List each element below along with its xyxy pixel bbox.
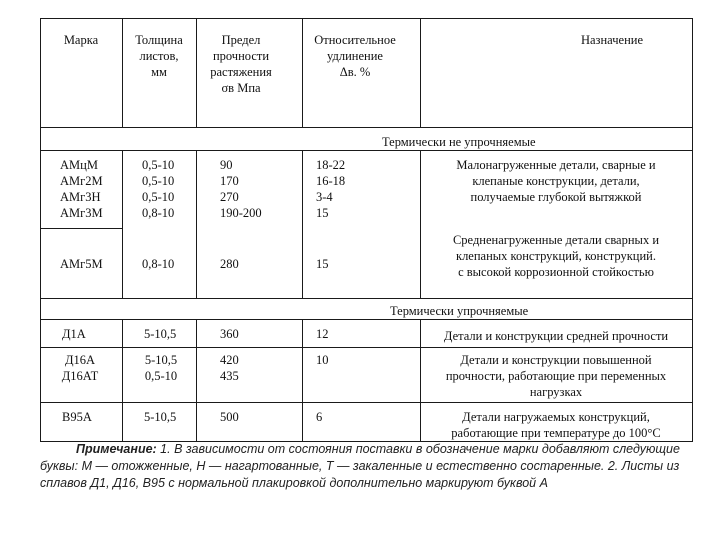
elongation-cell: 15 [316, 257, 329, 271]
purpose-line: Детали и конструкции повышенной [460, 353, 652, 367]
grade-cell: Д16А [64, 353, 96, 367]
elongation-cell: 15 [316, 206, 329, 220]
purpose-line: Малонагруженные детали, сварные и [456, 158, 656, 172]
thickness-cell: 0,5-10 [142, 190, 175, 204]
purpose-line: с высокой коррозионной стойкостью [458, 265, 654, 279]
col-divider-3 [302, 319, 303, 442]
table-row-5-thickness [144, 409, 176, 425]
header-strength-line: растяжения [210, 65, 272, 79]
header-strength-line: σв Мпа [221, 81, 261, 95]
col-divider-4 [420, 319, 421, 442]
footnote [40, 441, 712, 492]
table-right-border [692, 18, 693, 442]
thickness-cell: 0,5-10 [144, 369, 178, 383]
elongation-cell: 12 [316, 327, 329, 341]
table-row-4-purpose [424, 352, 688, 400]
footnote-label: Примечание: [76, 442, 157, 456]
purpose-line: Средненагруженные детали сварных и [452, 233, 660, 247]
header-grade [40, 32, 122, 48]
purpose-line: получаемые глубокой вытяжкой [470, 190, 642, 204]
table-row-5-grades [62, 409, 92, 425]
table-row-2-grades [60, 256, 103, 272]
table-row-4-thickness [124, 352, 198, 384]
footnote-text: 1. В зависимости от состояния поставки в обозначение марки добавляют следующие буквы: М — отожженные, Н — нагартованные, Т — закаленные и естественно состаренные. 2. Листы из сплавов Д1, Д16, В95 с нормальной плакировкой дополнительно маркируют буквой А [40, 442, 680, 490]
grade-cell: АМг3М [60, 206, 103, 220]
table-row-1-strength [220, 157, 262, 221]
purpose-line: нагрузках [529, 385, 583, 399]
col-divider-4 [420, 150, 421, 299]
header-grade-text: Марка [63, 33, 99, 47]
table-row-3-thickness [144, 326, 176, 342]
table-row-3-strength [220, 326, 239, 342]
table-row-3-purpose [424, 328, 688, 344]
strength-cell: 190-200 [220, 206, 262, 220]
purpose-line: Детали и конструкции средней прочности [443, 329, 669, 343]
section1-bottom-border [40, 150, 693, 151]
section-title-non-hardened: Термически не упрочняемые [382, 135, 536, 149]
row1-bottom-border [40, 228, 122, 229]
table-row-4-grades [42, 352, 118, 384]
header-elongation-line: Δв. % [339, 65, 371, 79]
col-divider-2 [196, 150, 197, 299]
strength-cell: 500 [220, 410, 239, 424]
elongation-cell: 3-4 [316, 190, 333, 204]
row4-bottom-border [40, 402, 693, 403]
table-row-1-elongation [316, 157, 345, 221]
thickness-cell: 5-10,5 [144, 410, 177, 424]
col-divider-4 [420, 18, 421, 128]
row2-bottom-border [40, 298, 693, 299]
header-thickness-line: Толщина [135, 33, 183, 47]
table-row-1-purpose [424, 157, 688, 205]
thickness-cell: 0,8-10 [142, 206, 175, 220]
strength-cell: 90 [220, 158, 233, 172]
purpose-line: работающие при температуре до 100°С [451, 426, 661, 440]
header-strength-line: прочности [212, 49, 270, 63]
table-top-border [40, 18, 693, 19]
table-row-5-elongation [316, 409, 322, 425]
header-thickness-line: листов, [139, 49, 179, 63]
thickness-cell: 5-10,5 [144, 327, 177, 341]
elongation-cell: 6 [316, 410, 323, 424]
header-purpose [540, 32, 684, 48]
table-row-4-strength [220, 352, 239, 384]
thickness-cell: 0,5-10 [142, 158, 175, 172]
grade-cell: АМг2М [60, 174, 103, 188]
table-left-border [40, 18, 41, 442]
header-elongation-line: Относительное [314, 33, 396, 47]
purpose-line: клепаных конструкций, конструкций. [456, 249, 656, 263]
thickness-cell: 0,5-10 [142, 174, 175, 188]
header-strength [196, 32, 286, 96]
strength-cell: 360 [220, 327, 239, 341]
table-row-3-elongation [316, 326, 329, 342]
section2-bottom-border [40, 319, 693, 320]
table-row-3-grades [62, 326, 86, 342]
header-bottom-border [40, 127, 693, 128]
thickness-cell: 0,8-10 [142, 257, 175, 271]
table-row-2-elongation [316, 256, 329, 272]
purpose-line: Детали нагружаемых конструкций, [462, 410, 650, 424]
header-elongation-line: удлинение [327, 49, 383, 63]
grade-cell: Д16АТ [61, 369, 99, 383]
table-row-1-grades [60, 157, 103, 221]
table-row-2-purpose [424, 232, 688, 280]
header-thickness [122, 32, 196, 80]
col-divider-1 [122, 319, 123, 442]
purpose-line: прочности, работающие при переменных [445, 369, 667, 383]
col-divider-3 [302, 150, 303, 299]
header-purpose-text: Назначение [580, 33, 643, 47]
header-elongation [302, 32, 408, 80]
elongation-cell: 16-18 [316, 174, 346, 188]
table-row-2-strength [220, 256, 239, 272]
grade-cell: АМг3Н [60, 190, 101, 204]
header-thickness-line: мм [151, 65, 167, 79]
table-row-2-thickness [142, 256, 174, 272]
elongation-cell: 18-22 [316, 158, 346, 172]
strength-cell: 280 [220, 257, 239, 271]
strength-cell: 270 [220, 190, 239, 204]
elongation-cell: 10 [316, 353, 329, 367]
table-row-4-elongation [316, 352, 329, 368]
table-row-1-thickness [142, 157, 174, 221]
grade-cell: АМцМ [60, 158, 98, 172]
strength-cell: 420 [220, 353, 239, 367]
row3-bottom-border [40, 347, 693, 348]
strength-cell: 435 [220, 369, 239, 383]
table-row-5-strength [220, 409, 239, 425]
table-row-5-purpose [424, 409, 688, 441]
grade-cell: В95А [62, 410, 92, 424]
strength-cell: 170 [220, 174, 239, 188]
section-title-hardened: Термически упрочняемые [390, 304, 529, 318]
purpose-line: клепаные конструкции, детали, [472, 174, 640, 188]
header-strength-line: Предел [221, 33, 261, 47]
thickness-cell: 5-10,5 [144, 353, 178, 367]
grade-cell: АМг5М [60, 257, 103, 271]
col-divider-1 [122, 150, 123, 299]
grade-cell: Д1А [62, 327, 86, 341]
